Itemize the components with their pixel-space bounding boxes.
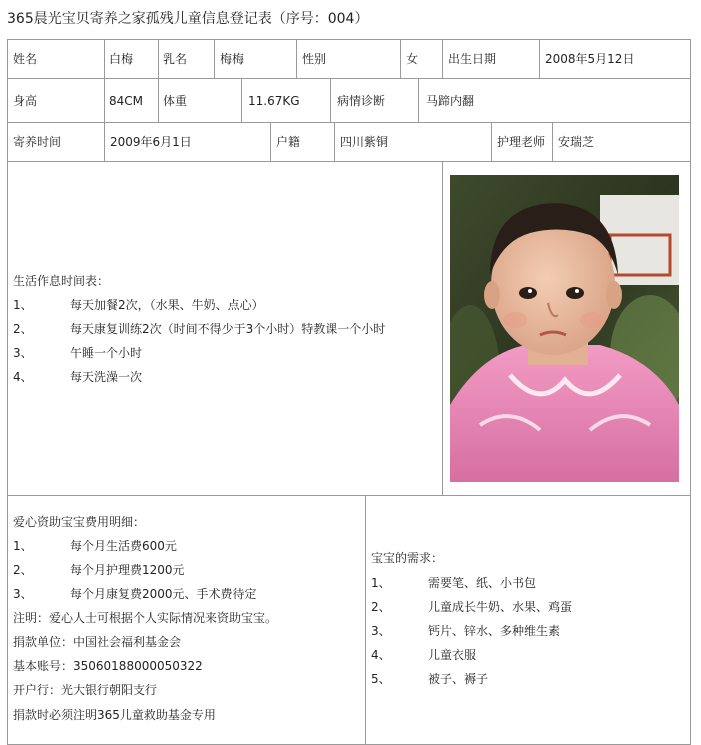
needs-num-2: 2、 [371, 600, 391, 614]
hukou-value: 四川紫铜 [340, 135, 389, 149]
needs-title: 宝宝的需求： [371, 551, 444, 565]
diagnosis-label: 病情诊断 [337, 94, 386, 108]
funding-item-1: 每个月生活费600元 [70, 539, 177, 553]
needs-num-5: 5、 [371, 672, 391, 686]
bottom-section [7, 495, 691, 745]
funding-item-2: 每个月护理费1200元 [70, 563, 185, 577]
schedule-num-1: 1、 [13, 298, 33, 312]
funding-remark: 捐款时必须注明365儿童救助基金专用 [13, 708, 216, 722]
info-row-3 [7, 122, 691, 162]
info-row-1 [7, 39, 691, 79]
info-row-2 [7, 78, 691, 123]
schedule-item-1: 每天加餐2次，（水果、牛奶、点心） [70, 298, 264, 312]
nurse-value: 安瑞芝 [558, 135, 595, 149]
needs-item-1: 需要笔、纸、小书包 [428, 576, 537, 590]
funding-account: 基本账号：35060188000050322 [13, 659, 203, 673]
weight-value: 11.67KG [248, 94, 300, 108]
child-photo [450, 175, 679, 482]
funding-num-1: 1、 [13, 539, 33, 553]
needs-item-3: 钙片、锌水、多种维生素 [428, 624, 561, 638]
needs-item-4: 儿童衣服 [428, 648, 477, 662]
funding-num-2: 2、 [13, 563, 33, 577]
hukou-label: 户籍 [276, 135, 301, 149]
needs-num-4: 4、 [371, 648, 391, 662]
birth-value: 2008年5月12日 [545, 52, 635, 66]
nickname-label: 乳名 [163, 52, 188, 66]
needs-num-1: 1、 [371, 576, 391, 590]
gender-label: 性别 [302, 52, 327, 66]
schedule-num-4: 4、 [13, 370, 33, 384]
schedule-item-4: 每天洗澡一次 [70, 370, 143, 384]
birth-label: 出生日期 [448, 52, 497, 66]
schedule-num-2: 2、 [13, 322, 33, 336]
foster-value: 2009年6月1日 [110, 135, 192, 149]
schedule-item-3: 午睡一个小时 [70, 346, 143, 360]
gender-value: 女 [406, 52, 419, 66]
nurse-label: 护理老师 [497, 135, 546, 149]
needs-item-5: 被子、褥子 [428, 672, 489, 686]
foster-label: 寄养时间 [13, 135, 62, 149]
page-title: 365晨光宝贝寄养之家孤残儿童信息登记表（序号：004） [7, 11, 369, 27]
diagnosis-value: 马蹄内翻 [426, 94, 475, 108]
needs-num-3: 3、 [371, 624, 391, 638]
schedule-num-3: 3、 [13, 346, 33, 360]
schedule-item-2: 每天康复训练2次（时间不得少于3个小时）特教课一个小时 [70, 322, 386, 336]
nickname-value: 梅梅 [220, 52, 245, 66]
height-value: 84CM [109, 94, 144, 108]
height-label: 身高 [13, 94, 38, 108]
funding-num-3: 3、 [13, 587, 33, 601]
funding-item-3: 每个月康复费2000元、手术费待定 [70, 587, 257, 601]
schedule-title: 生活作息时间表： [13, 274, 110, 288]
weight-label: 体重 [163, 94, 188, 108]
name-value: 白梅 [109, 52, 134, 66]
name-label: 姓名 [13, 52, 38, 66]
funding-bank: 开户行：光大银行朝阳支行 [13, 683, 158, 697]
funding-note: 注明：爱心人士可根据个人实际情况来资助宝宝。 [13, 611, 278, 625]
funding-title: 爱心资助宝宝费用明细： [13, 515, 146, 529]
needs-item-2: 儿童成长牛奶、水果、鸡蛋 [428, 600, 573, 614]
funding-unit: 捐款单位：中国社会福利基金会 [13, 635, 182, 649]
